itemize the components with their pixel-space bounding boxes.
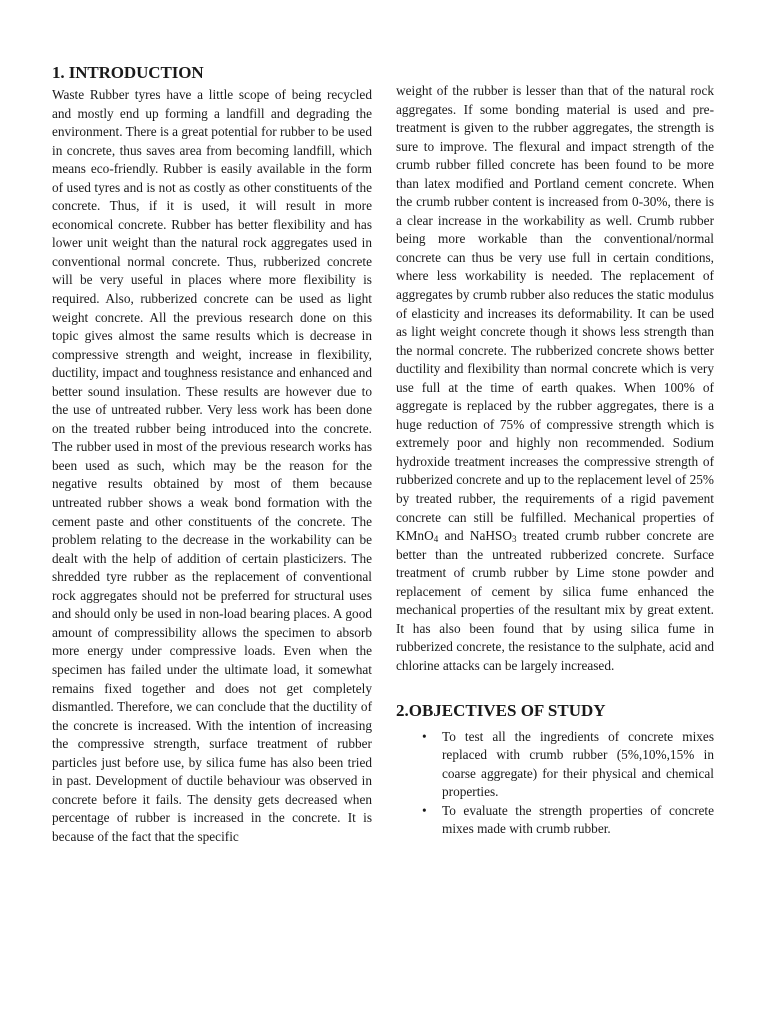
objective-item [422,728,714,802]
right-column [396,82,714,839]
introduction-paragraph-left: Waste Rubber tyres have a little scope of being recycled and mostly end up forming a landfill and degrading the environment. There is a great potential for rubber to be used in concrete, thus saves area from becoming landfill, which means eco-friendly. Rubber is easily available in the form of used tyres and is not as costly as other constituents of the concrete. Thus, if it is used, it will result in more economical concrete. Rubber has better flexibility and has lower unit weight than the natural rock aggregates used in conventional normal concrete. Thus, rubberized concrete will be very useful in places where more flexibility is required. Also, rubberized concrete can be used as light weight concrete. All the previous research done on this topic gives almost the same results which is decrease in compressive strength and weight, increase in flexibility, ductility, impact and toughness resistance and enhanced and better sound insulation. These results are however due to the use of untreated rubber. Very less work has been done on the treated rubber being introduced into the concrete. The rubber used in most of the previous research works has been used as such, which may be the reason for the negative results obtained by most of them because untreated rubber shows a weak bond formation with the cement paste and other constituents of the concrete. The problem relating to the decrease in the workability can be dealt with the help of addition of certain plasticizers. The shredded tyre rubber as the replacement of conventional rock aggregates should not be preferred for structural uses and should only be used in non-load bearing places. A good amount of compressibility allows the specimen to absorb more energy under compressive loads. Even when the specimen has failed under the ultimate load, it somewhat remains fixed together and does not get completely dismantled. Therefore, we can conclude that the ductility of the concrete is increased. With the intention of increasing the compressive strength, surface treatment of rubber particles just before use, by silica fume has also been tried in past. Development of ductile behaviour was observed in concrete before it fails. The density gets decreased when percentage of rubber is increased in the concrete. It is because of the fact that the specific [52,87,372,844]
objective-text: To test all the ingredients of concrete mixes replaced with crumb rubber (5%,10%,15% in coarse aggregate) for their physical and chemical properties. [442,728,714,800]
intro-right-text-2: treated crumb rubber concrete are better than the untreated rubberized concrete. Surface treatment of crumb rubber by Lime stone powder and replacement of cement by silica fume enhanced the mechanical properties of the resultant mix by great extent. It has also been found that by using silica fume in rubberized concrete, the resistance to the sulphate, acid and chlorine attacks can be largely increased. [396,528,715,673]
objectives-list [396,728,714,839]
objective-text: To evaluate the strength properties of concrete mixes made with crumb rubber. [442,802,714,837]
kmno4-subscript: 4 [433,534,439,545]
bullet-icon: • [422,802,427,818]
introduction-heading: 1. INTRODUCTION [52,63,204,82]
introduction-paragraph-right [396,82,714,676]
intro-right-text-1: weight of the rubber is lesser than that of the natural rock aggregates. If some bonding material is used and pre-treatment is given to the rubber aggregates, the strength is sure to improve. The flexural and impact strength of the crumb rubber filled concrete has been found to be more than latex modified and Portland cement concrete. When the crumb rubber content is increased from 0-30%, there is a clear increase in the workability as well. Crumb rubber being more workable than the conventional/normal concrete can thus be very use full in certain conditions, where less workability is needed. The replacement of aggregates by crumb rubber also reduces the static modulus of elasticity and increases its deformability. It can be used as light weight concrete though it shows less strength than the normal concrete. The rubberized concrete shows better ductility and flexibility than normal concrete which is very use full at the time of earth quakes. When 100% of aggregate is replaced by the rubber aggregates, there is a huge reduction of 75% of compressive strength which is extremely poor and highly non recommended. Sodium hydroxide treatment increases the compressive strength of rubberized concrete and up to the replacement level of 25% by treated rubber, the requirements of a rigid pavement concrete can still be fulfilled. Mechanical properties of KMnO [396,83,714,544]
objective-item [422,802,714,839]
objectives-heading: 2.OBJECTIVES OF STUDY [396,700,606,720]
bullet-icon: • [422,728,427,744]
nahso3-subscript: 3 [512,534,517,545]
left-column [52,62,372,846]
intro-right-text-and: and NaHSO [438,528,513,544]
